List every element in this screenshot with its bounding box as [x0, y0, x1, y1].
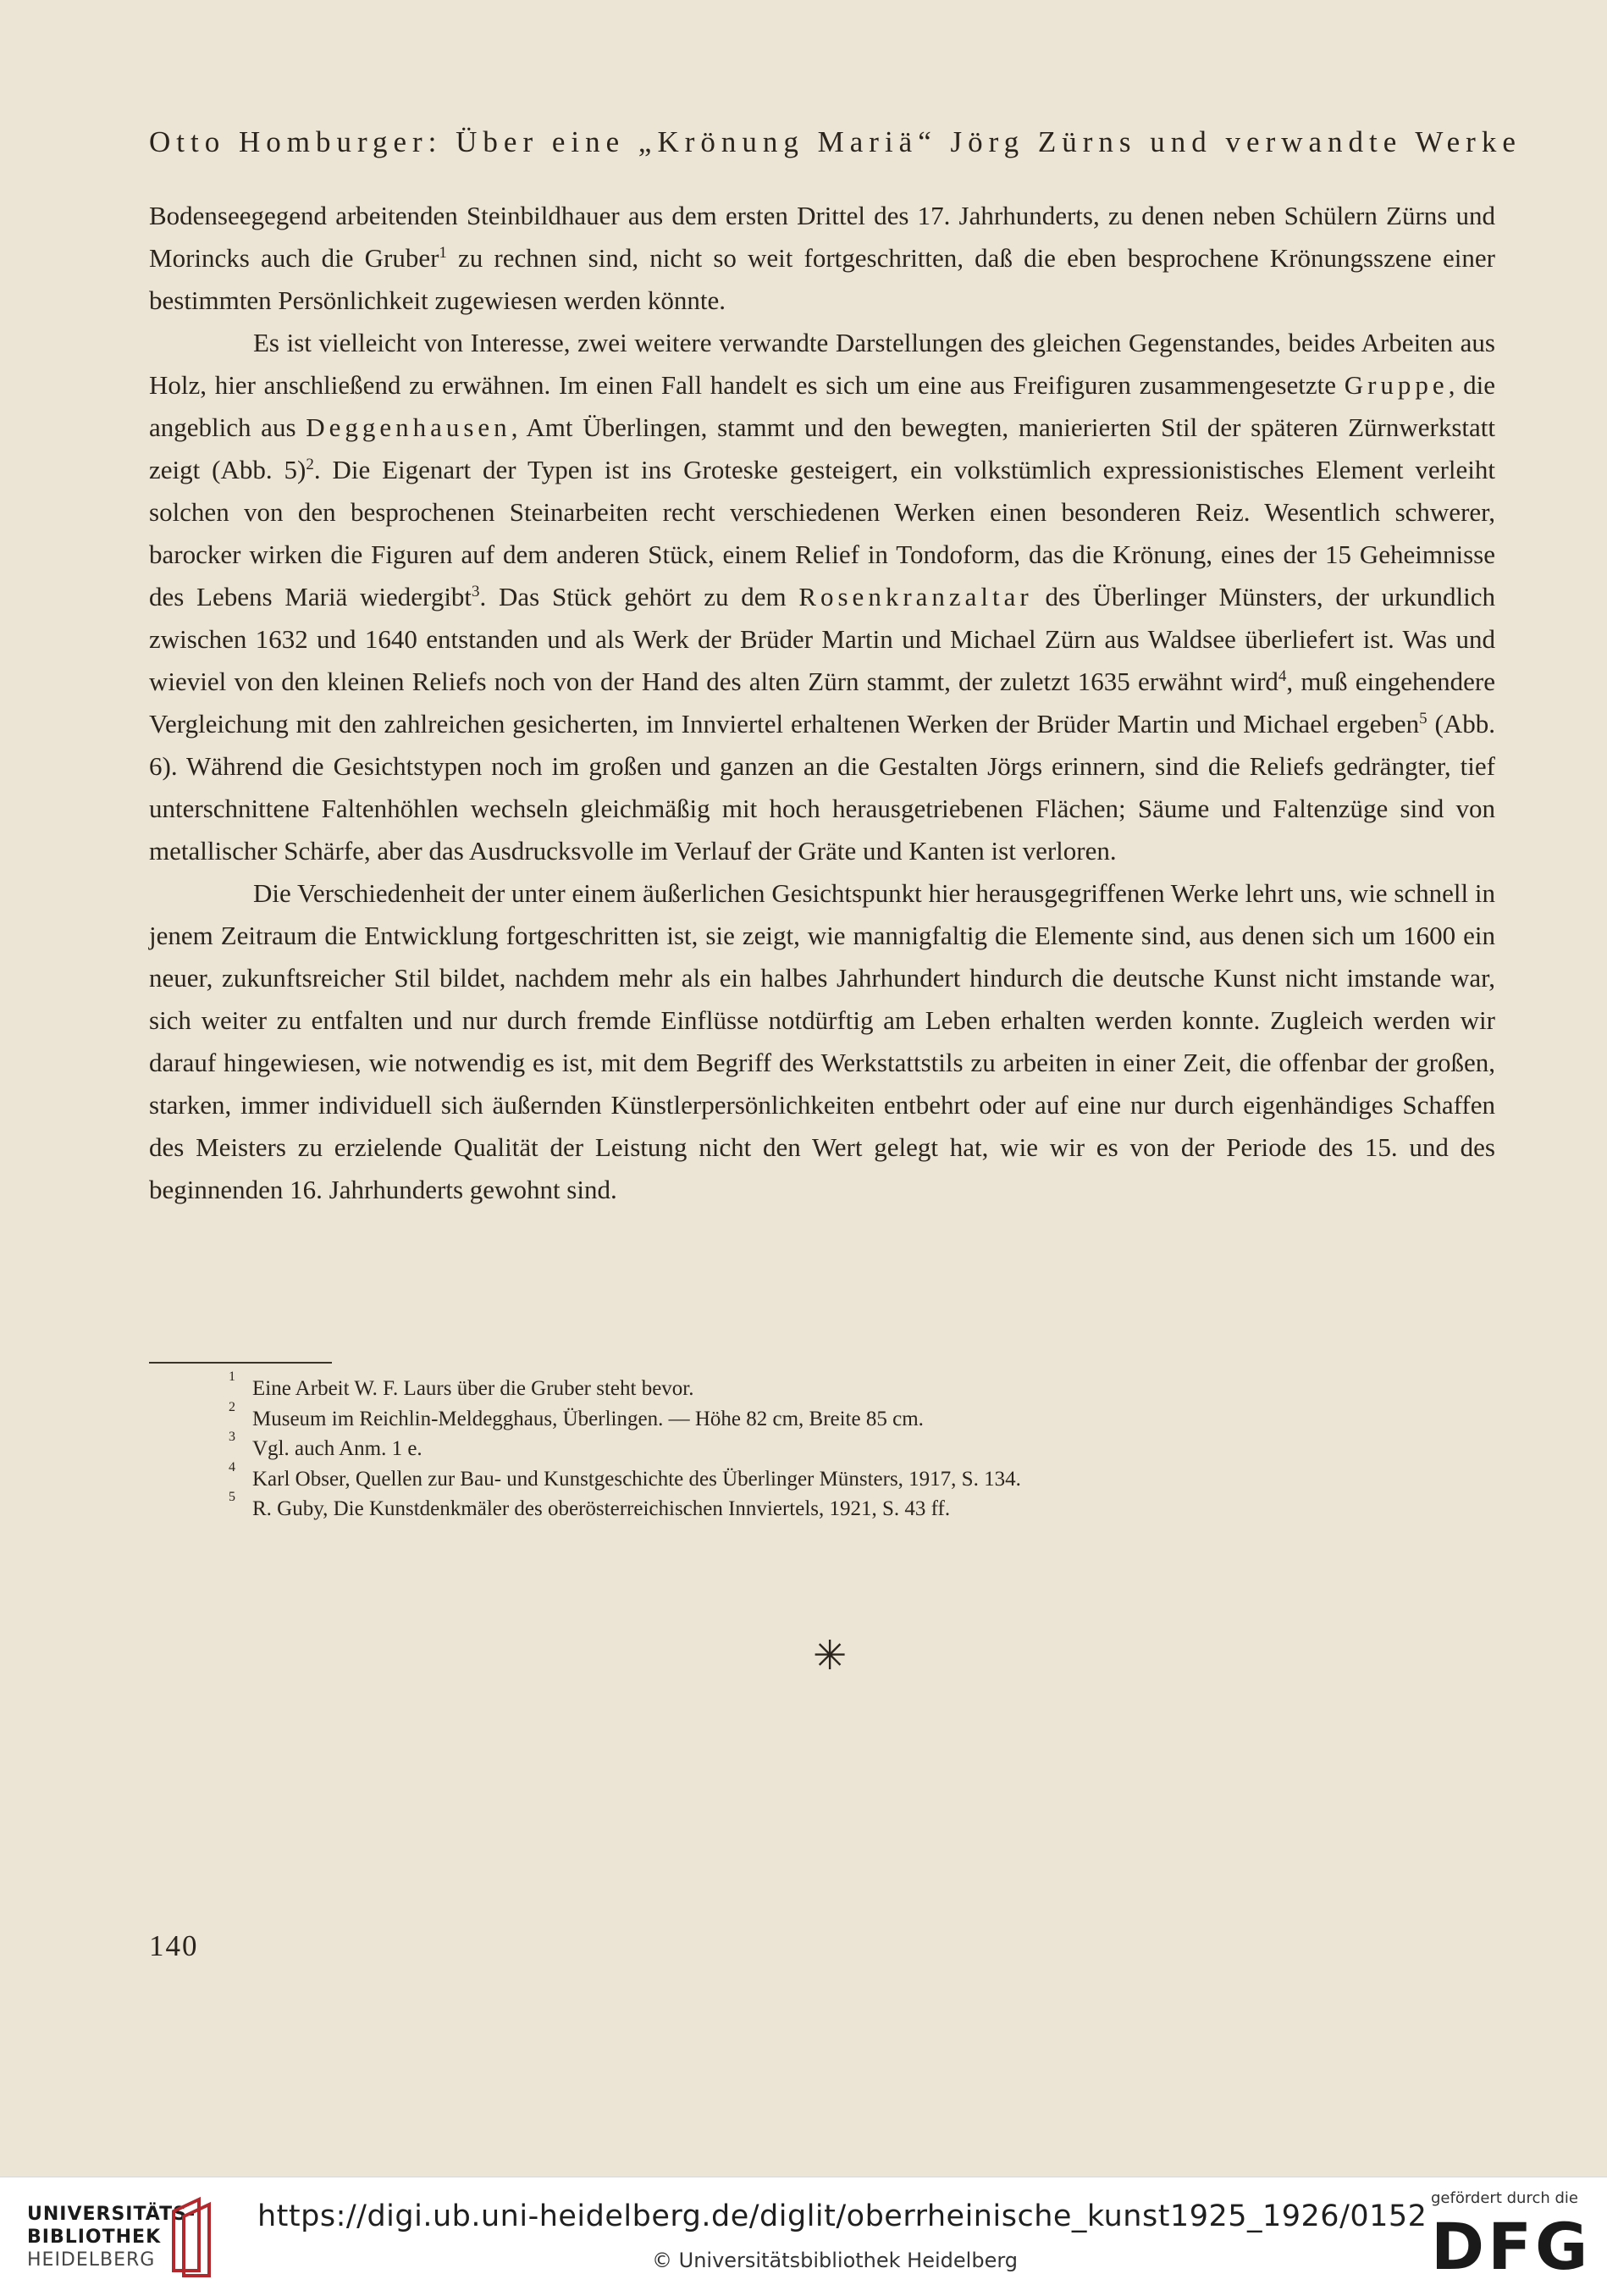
footnote-number: 1	[229, 1369, 235, 1384]
page-number: 140	[149, 1929, 199, 1962]
footnote-ref-5: 5	[1419, 710, 1428, 728]
library-name-line: UNIVERSITÄTS-	[27, 2204, 196, 2225]
footnote	[229, 1459, 1353, 1495]
footnote-ref-1: 1	[439, 244, 447, 262]
footnote-number: 5	[229, 1490, 235, 1504]
footnote	[229, 1369, 1353, 1404]
text-run: Es ist vielleicht von Interesse, zwei weitere verwandte Darstellungen des gleichen Gegenstandes, beides Arbeiten aus Holz, hier anschließend zu erwähnen. Im einen Fall handelt es sich um eine aus Freifiguren zusammengesetzte	[149, 328, 1495, 400]
library-emblem-icon	[165, 2194, 218, 2279]
body-text	[149, 195, 1495, 1211]
text-run: , muß eingehendere Vergleichung mit den zahlreichen gesicherten, im Innviertel erhaltenen Werken der Brüder Martin und Michael ergeben	[149, 667, 1495, 739]
footnote-number: 4	[229, 1459, 235, 1474]
text-run: . Das Stück gehört zu dem	[479, 582, 799, 611]
footnote	[229, 1430, 1353, 1464]
footnote-ref-2: 2	[306, 456, 314, 473]
permalink-url[interactable]: https://digi.ub.uni-heidelberg.de/diglit/oberrheinische_kunst1925_1926/0152	[257, 2199, 1428, 2233]
text-run: (Abb. 6). Während die Gesichtstypen noch im großen und ganzen an die Gestalten Jörgs erinnern, sind die Reliefs gedrängter, tief unterschnittene Faltenhöhlen wechseln gleichmäßig mit hoch herausgetriebenen Flächen; Säume und Faltenzüge sind von metallischer Schärfe, aber das Ausdrucksvolle im Verlauf der Gräte und Kanten ist verloren.	[149, 709, 1495, 866]
footnote-ref-4: 4	[1278, 667, 1287, 685]
footnote-text: Karl Obser, Quellen zur Bau- und Kunstgeschichte des Überlinger Münsters, 1917, S. 134.	[252, 1467, 1021, 1491]
library-name-line: BIBLIOTHEK	[27, 2227, 162, 2248]
paragraph-2	[149, 322, 1495, 872]
text-run: . Die Eigenart der Typen ist ins Groteske gesteigert, ein volkstümlich expressionistisches Element verleiht solchen von den besprochenen Steinarbeiten recht verschiedenen Werken einen besonderen Reiz. Wesentlich schwerer, barocker wirken die Figuren auf dem anderen Stück, einem Relief in Tondoform, das die Krönung, eines der 15 Geheimnisse des Lebens Mariä wiedergibt	[149, 455, 1496, 611]
text-run: , die angeblich aus	[149, 370, 1495, 442]
paragraph-3: Die Verschiedenheit der unter einem äußerlichen Gesichtspunkt hier herausgegriffenen Werke lehrt uns, wie schnell in jenem Zeitraum die Entwicklung fortgeschritten ist, sie zeigt, wie mannigfaltig die Elemente sind, aus denen sich um 1600 ein neuer, zukunftsreicher Stil bildet, nachdem mehr als ein halbes Jahrhundert hindurch die deutsche Kunst nicht imstande war, sich weiter zu entfalten und nur durch fremde Einflüsse notdürftig am Leben erhalten werden konnte. Zugleich werden wir darauf hingewiesen, wie notwendig es ist, mit dem Begriff des Werkstattstils zu arbeiten in einer Zeit, die offenbar der großen, starken, immer individuell sich äußernden Künstlerpersönlichkeiten entbehrt oder auf eine nur durch eigenhändiges Schaffen des Meisters zu erzielende Qualität der Leistung nicht den Wert gelegt hat, wie wir es von der Periode des 15. und des beginnenden 16. Jahrhunderts gewohnt sind.	[149, 878, 1495, 1204]
ornament-asterisk-icon: ✳	[813, 1634, 848, 1679]
text-run: , Amt Überlingen, stammt und den bewegten, manierierten Stil der späteren Zürnwerkstatt zeigt (Abb. 5)	[149, 412, 1496, 484]
running-head: Otto Homburger: Über eine „Krönung Mariä“ Jörg Zürns und verwandte Werke	[149, 125, 1521, 158]
footnote-text: R. Guby, Die Kunstdenkmäler des oberösterreichischen Innviertels, 1921, S. 43 ff.	[252, 1497, 951, 1520]
text-run: zu rechnen sind, nicht so weit fortgeschritten, daß die eben besprochene Krönungsszene einer bestimmten Persönlichkeit zugewiesen werden könnte.	[149, 243, 1495, 315]
library-name-line: HEIDELBERG	[27, 2249, 156, 2271]
footnote-text: Eine Arbeit W. F. Laurs über die Gruber steht bevor.	[252, 1377, 694, 1400]
footnote-text: Museum im Reichlin-Meldegghaus, Überlingen. — Höhe 82 cm, Breite 85 cm.	[252, 1407, 924, 1430]
text-run: Bodenseegegend arbeitenden Steinbildhauer aus dem ersten Drittel des 17. Jahrhunderts, zu denen neben Schülern Zürns und Morincks auch die Gruber	[149, 201, 1495, 273]
footnotes	[229, 1369, 1353, 1524]
funding-note: gefördert durch die	[1431, 2189, 1578, 2207]
dfg-logo[interactable]: DFG	[1431, 2209, 1592, 2284]
copyright-notice: © Universitätsbibliothek Heidelberg	[652, 2249, 1019, 2272]
footnote	[229, 1399, 1353, 1435]
footer-bar	[0, 2177, 1607, 2296]
footnote-number: 3	[229, 1430, 235, 1444]
footnote-rule	[149, 1362, 332, 1364]
spaced-term: Gruppe	[1344, 370, 1449, 400]
footnote	[229, 1490, 1353, 1524]
text-run: des Überlinger Münsters, der urkundlich zwischen 1632 und 1640 entstanden und als Werk der Brüder Martin und Michael Zürn aus Waldsee überliefert ist. Was und wieviel von den kleinen Reliefs noch von der Hand des alten Zürn stammt, der zuletzt 1635 erwähnt wird	[149, 582, 1495, 696]
spaced-term: Deggenhausen	[306, 412, 511, 442]
paragraph-1	[149, 195, 1495, 322]
footnote-ref-3: 3	[472, 583, 480, 600]
footnote-number: 2	[229, 1399, 235, 1414]
spaced-term: Rosenkranzaltar	[798, 582, 1033, 611]
footnote-text: Vgl. auch Anm. 1 e.	[252, 1437, 422, 1460]
